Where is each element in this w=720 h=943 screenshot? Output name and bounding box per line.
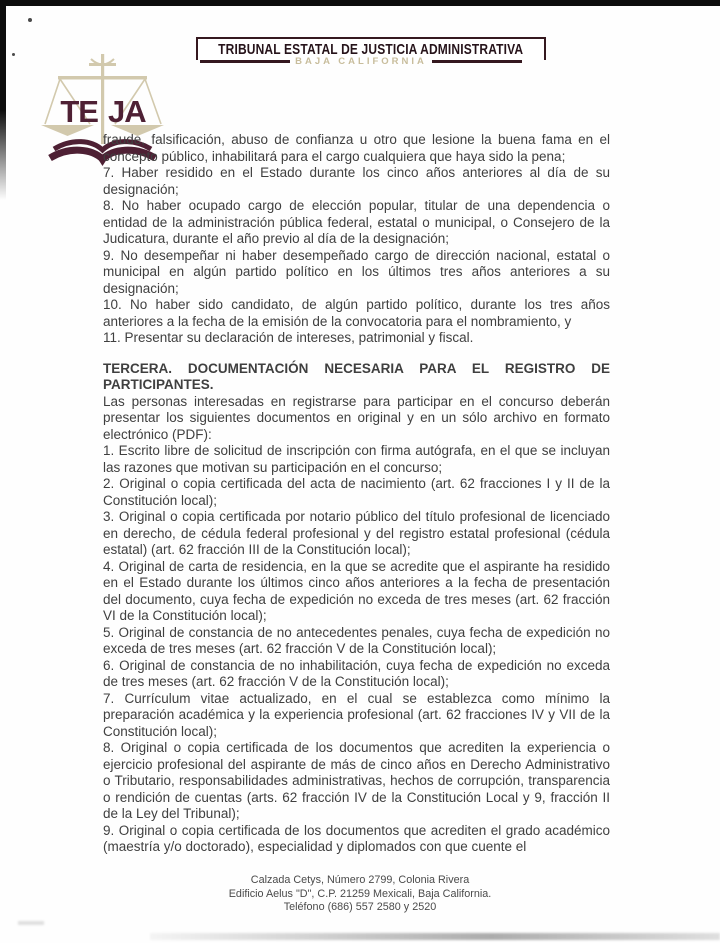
- org-name: TRIBUNAL ESTATAL DE JUSTICIA ADMINISTRATIVA: [218, 41, 524, 58]
- scan-edge-top: [0, 0, 720, 6]
- org-subtitle-row: [200, 55, 522, 68]
- paragraph: 2. Original o copia certificada del acta de nacimiento (art. 62 fracciones I y II de la Constitución local);: [103, 476, 610, 508]
- paragraph: 1. Escrito libre de solicitud de inscripción con firma autógrafa, en el que se incluyan las razones que motivan su participación en el concurso;: [103, 443, 610, 475]
- footer-address: [0, 874, 720, 915]
- logo-text-te: TE: [60, 94, 98, 129]
- paragraph: 10. No haber sido candidato, de algún partido político, durante los tres años anteriores a la fecha de la emisión de la convocatoria para el nombramiento, y: [103, 297, 610, 329]
- paragraph: TERCERA. DOCUMENTACIÓN NECESARIA PARA EL REGISTRO DE PARTICIPANTES.: [103, 360, 610, 392]
- paragraph: 8. Original o copia certificada de los documentos que acrediten la experiencia o ejercicio profesional del aspirante de más de cinco años en Derecho Administrativo o Tributario, responsabilidades administrativas, hechos de corrupción, transparencia o rendición de cuentas (arts. 62 fracción IV de la Constitución Local y 9, fracción II de la Ley del Tribunal);: [103, 740, 610, 821]
- rule-right: [432, 60, 522, 63]
- rule-left: [200, 60, 290, 63]
- footer-line: Edificio Aelus "D", C.P. 21259 Mexicali, Baja California.: [228, 887, 492, 900]
- paragraph: 11. Presentar su declaración de intereses, patrimonial y fiscal.: [103, 330, 474, 345]
- paragraph: 7. Currículum vitae actualizado, en el cual se establezca como mínimo la preparación académica y la experiencia profesional (art. 62 fracciones IV y VII de la Constitución local);: [103, 690, 610, 739]
- scan-smudge: [18, 921, 44, 925]
- document-body: [103, 132, 610, 856]
- scan-shadow-bottom: [150, 933, 720, 940]
- paragraph: 5. Original de constancia de no antecedentes penales, cuya fecha de expedición no exceda de tres meses (art. 62 fracción V de la Constitución local);: [103, 624, 610, 656]
- paragraph: 6. Original de constancia de no inhabilitación, cuya fecha de expedición no exceda de tres meses (art. 62 fracción V de la Constitución local);: [103, 657, 610, 689]
- paragraph: 9. No desempeñar ni haber desempeñado cargo de dirección nacional, estatal o municipal en algún partido político en los últimos tres años anteriores a su designación;: [103, 247, 610, 296]
- paragraph: 7. Haber residido en el Estado durante los cinco años anteriores al día de su designación;: [103, 165, 610, 197]
- scan-speck: [12, 53, 15, 56]
- paragraph: 9. Original o copia certificada de los documentos que acrediten el grado académico (maestría y/o doctorado), especialidad y diplomados con que cuente el: [103, 822, 610, 854]
- logo-text-ja: JA: [108, 94, 146, 129]
- scan-speck: [28, 18, 32, 22]
- paragraph: Las personas interesadas en registrarse para participar en el concurso deberán presentar los siguientes documentos en original y en un sólo archivo en formato electrónico (PDF):: [103, 393, 610, 442]
- footer-line: Calzada Cetys, Número 2799, Colonia Rivera: [250, 874, 470, 886]
- scale-crossbar: [58, 76, 147, 80]
- paragraph: 8. No haber ocupado cargo de elección popular, titular de una dependencia o entidad de la administración pública federal, estatal o municipal, o Consejero de la Judicatura, durante el año previo al día de la designación;: [103, 198, 610, 246]
- scan-edge-left: [0, 0, 6, 200]
- org-subtitle: BAJA CALIFORNIA: [295, 56, 427, 67]
- paragraph: fraude, falsificación, abuso de confianza u otro que lesione la buena fama en el concepto público, inhabilitará para el cargo cualquiera que haya sido la pena;: [103, 132, 610, 164]
- scale-stem: [101, 54, 104, 144]
- footer-line: Teléfono (686) 557 2580 y 2520: [283, 901, 437, 913]
- paragraph: 3. Original o copia certificada por notario público del título profesional de licenciado en derecho, de cédula federal profesional y del registro estatal profesional (cédula estatal) (art. 62 fracción III de la Constitución local);: [103, 509, 610, 557]
- paragraph: 4. Original de carta de residencia, en la que se acredite que el aspirante ha residido en el Estado durante los últimos cinco años anteriores a la fecha de presentación del documento, cuya fecha de expedición no exceda de tres meses (art. 62 fracción VI de la Constitución local);: [103, 558, 610, 623]
